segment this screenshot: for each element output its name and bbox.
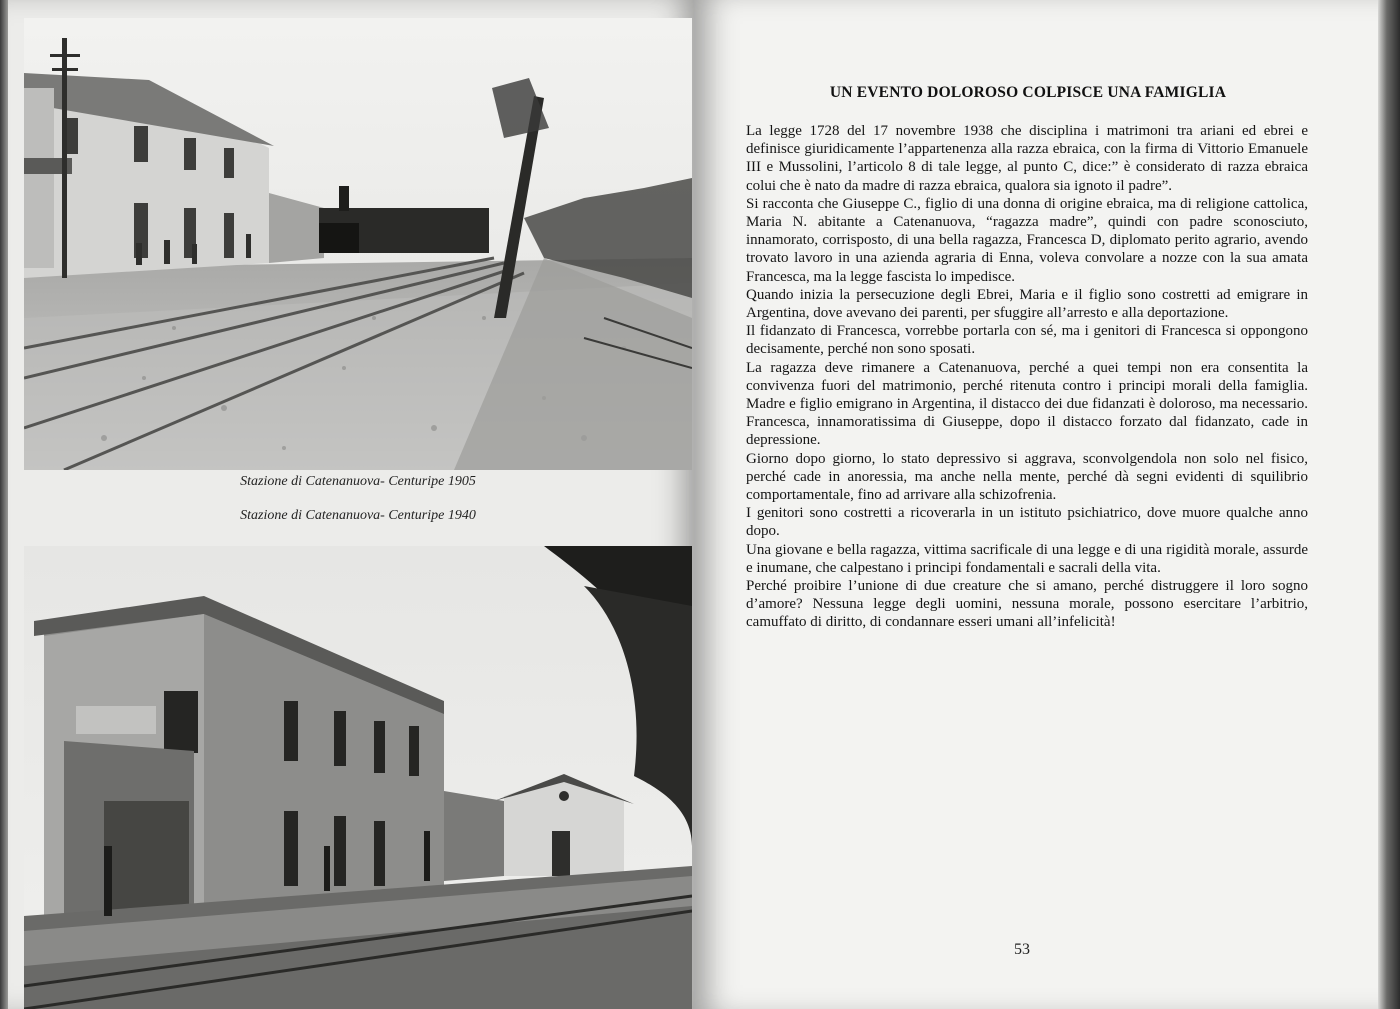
chapter-title: UN EVENTO DOLOROSO COLPISCE UNA FAMIGLIA (829, 84, 1227, 101)
paragraph: I genitori sono costretti a ricoverarla in un istituto psichiatrico, dove muore qualche anno dopo. (746, 505, 1308, 540)
paragraph: Giorno dopo giorno, lo stato depressivo si aggrava, sconvolgendola non solo nel fisico, perché cade in anoressia, ma anche nella mente, perché dà segni evidenti di squilibrio comportamentale, fino ad arrivare alla schizofrenia. (746, 450, 1308, 504)
caption-photo-1940: Stazione di Catenanuova- Centuripe 1940 (240, 508, 476, 523)
book-edge-right (1378, 0, 1400, 1009)
paragraph: La ragazza deve rimanere a Catenanuova, perché a quei tempi non era consentita la convivenza fuori del matrimonio, perché ritenuta contro i principi morali della famiglia. Madre e figlio emigrano in Argentina, il distacco dei due fidanzati è doloroso, ma necessario. Francesca, innamoratissima di Giuseppe, dopo il distacco forzato dal fidanzato, cade in depressione. (746, 359, 1308, 449)
photo-station-1940 (24, 546, 692, 1009)
paragraph: Il fidanzato di Francesca, vorrebbe portarla con sé, ma i genitori di Francesca si oppongono decisamente, perché non sono sposati. (746, 323, 1308, 358)
paragraph: La legge 1728 del 17 novembre 1938 che disciplina i matrimoni tra ariani ed ebrei e definisce giuridicamente l’appartenenza alla razza ebraica, con la firma di Vittorio Emanuele III e Mussolini, l’articolo 8 di tale legge, al punto C, dice:” è considerato di razza ebraica colui che è nato da madre di razza ebraica, qualora sia ignoto il padre”. (746, 123, 1308, 194)
book-edge-left (0, 0, 8, 1009)
caption-photo-1905: Stazione di Catenanuova- Centuripe 1905 (240, 474, 476, 489)
paragraph: Perché proibire l’unione di due creature che si amano, perché distruggere il loro sogno d’amore? Nessuna legge degli uomini, nessuna morale, possono esercitare l’arbitrio, camuffato di diritto, di condannare esseri umani all’infelicità! (746, 578, 1308, 631)
chapter-body (746, 122, 1308, 632)
page-number: 53 (1014, 941, 1030, 958)
station-1940-illustration (24, 546, 692, 1009)
paragraph: Quando inizia la persecuzione degli Ebrei, Maria e il figlio sono costretti ad emigrare in Argentina, dove avevano dei parenti, per sfuggire all’arresto e alla deportazione. (746, 286, 1308, 322)
paragraph: Si racconta che Giuseppe C., figlio di una donna di origine ebraica, ma di religione cattolica, Maria N. abitante a Catenanuova, “ragazza madre”, quindi con padre sconosciuto, innamorato, corrisposto, di una bella ragazza, Francesca D, diplomato perito agrario, avendo trovato lavoro in una azienda agraria di Enna, voleva convolare a nozze con la sua amata Francesca, ma la legge fascista lo impedisce. (746, 195, 1308, 285)
photo-station-1905 (24, 18, 692, 470)
paragraph: Una giovane e bella ragazza, vittima sacrificale di una legge e di una rigidità morale, assurde e inumane, che calpestano i principi fondamentali e sacrali della vita. (746, 541, 1308, 576)
station-1905-illustration (24, 18, 692, 470)
